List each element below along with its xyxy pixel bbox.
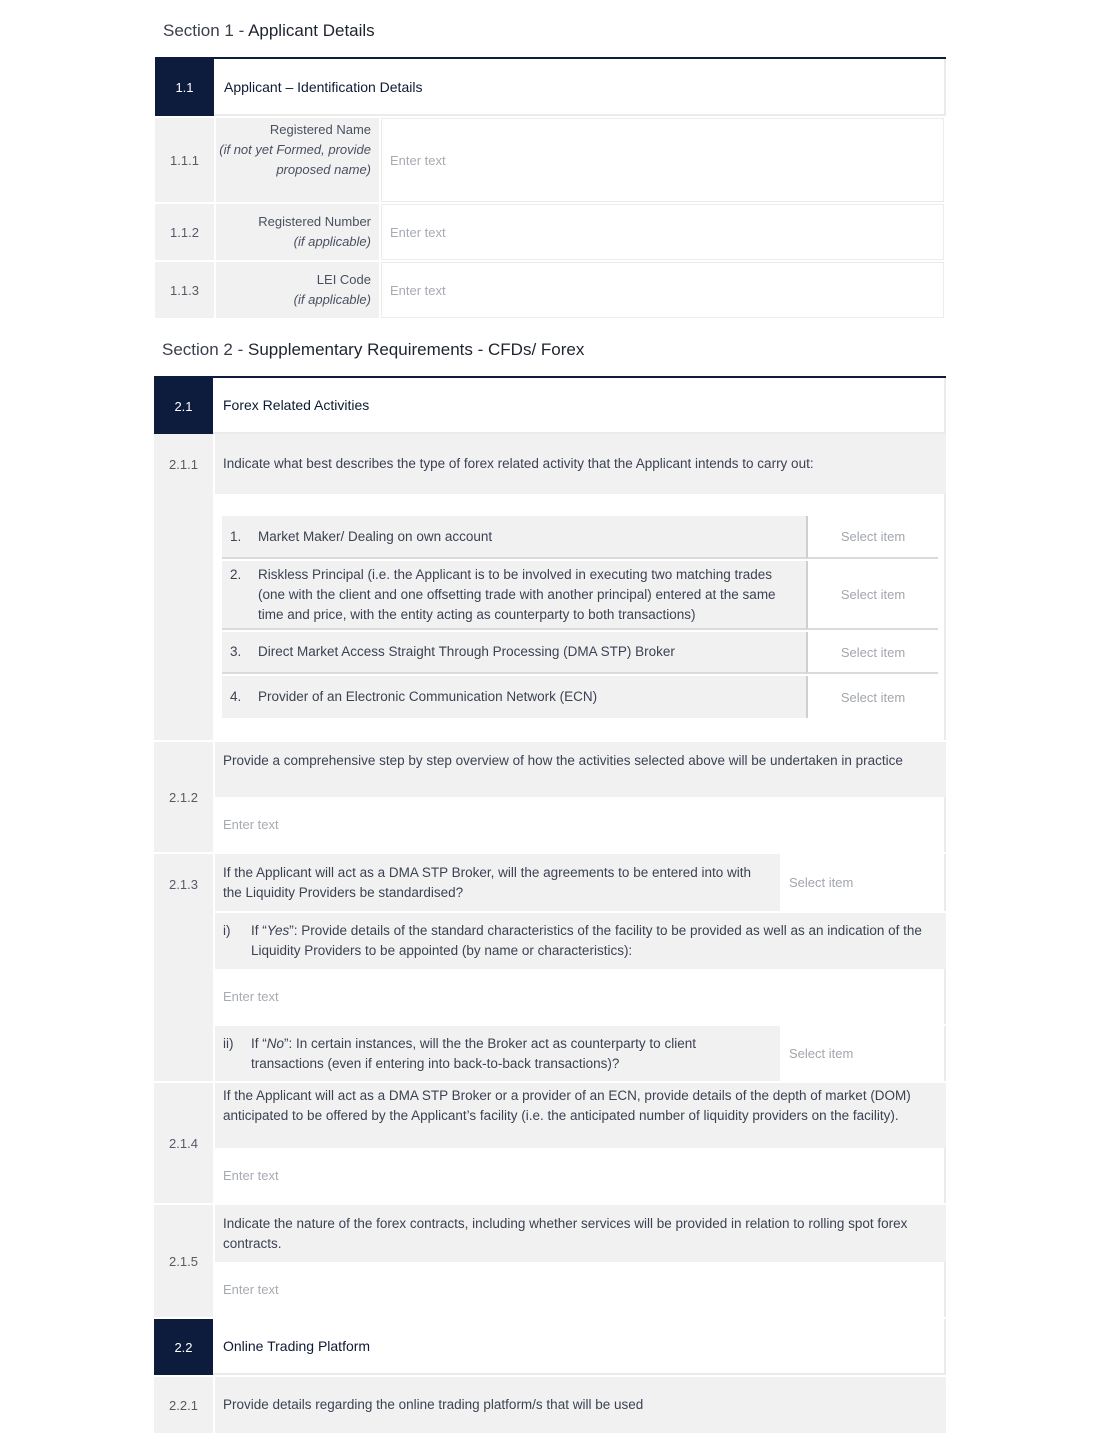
option-4-select[interactable]: Select item	[806, 676, 938, 718]
sub-question-ii-text: ”: In certain instances, will the the Broker act as counterparty to client transactions (even if entering into back-to-back transactions)?	[251, 1035, 696, 1071]
registered-name-label: Registered Name	[269, 122, 371, 137]
registered-number-note: (if applicable)	[293, 234, 371, 249]
standard-characteristics-input[interactable]: Enter text	[215, 969, 946, 1024]
option-4-text: Provider of an Electronic Communication Network (ECN)	[258, 689, 598, 704]
section-2-name: Supplementary Requirements - CFDs/ Forex	[248, 340, 585, 359]
section-2-title	[162, 340, 584, 360]
option-3-text: Direct Market Access Straight Through Processing (DMA STP) Broker	[258, 644, 675, 659]
row-2-1-2-number: 2.1.2	[154, 742, 213, 852]
registered-name-note: (if not yet Formed, provide proposed name)	[219, 142, 371, 177]
block-2-2-title: Online Trading Platform	[213, 1319, 946, 1375]
row-2-1-5-question: Indicate the nature of the forex contracts, including whether services will be provided in relation to rolling spot forex contracts.	[215, 1205, 946, 1262]
section-1-name: Applicant Details	[248, 21, 375, 40]
option-2-select[interactable]: Select item	[806, 561, 938, 630]
option-1-number: 1.	[230, 528, 242, 544]
row-1-1-3-number: 1.1.3	[155, 262, 214, 318]
option-1	[222, 516, 806, 559]
block-2-1-number: 2.1	[154, 378, 213, 434]
row-1-1-2-number: 1.1.2	[155, 204, 214, 260]
row-2-2-1-question: Provide details regarding the online trading platform/s that will be used	[215, 1377, 946, 1433]
row-1-1-3-label-cell	[216, 262, 379, 318]
row-2-1-2-question: Provide a comprehensive step by step overview of how the activities selected above will be undertaken in practice	[215, 742, 946, 797]
option-4	[222, 676, 806, 718]
option-3-number: 3.	[230, 644, 242, 659]
lei-code-label: LEI Code	[316, 272, 371, 287]
section-1-title	[163, 21, 375, 41]
row-2-1-5-number: 2.1.5	[154, 1205, 213, 1317]
dma-standardised-select[interactable]: Select item	[780, 854, 946, 911]
registered-number-label: Registered Number	[258, 214, 371, 229]
sub-question-i	[215, 913, 946, 969]
sub-question-i-yes: Yes	[266, 923, 290, 938]
sub-question-ii-number: ii)	[223, 1035, 234, 1051]
option-1-select[interactable]: Select item	[806, 516, 938, 559]
sub-question-i-pre: If “	[251, 923, 267, 938]
section-1-prefix: Section 1 -	[163, 21, 249, 40]
sub-question-ii-pre: If “	[251, 1035, 267, 1051]
row-1-1-1-number: 1.1.1	[155, 118, 214, 202]
option-2-text: Riskless Principal (i.e. the Applicant is to be involved in executing two matching trades (one with the client and one offsetting trade with another principal) entered at the same time and price, with the entity acting as counterparty to both transactions)	[258, 566, 776, 622]
block-2-1-title: Forex Related Activities	[213, 378, 946, 434]
lei-code-note: (if applicable)	[293, 292, 371, 307]
sub-question-i-number: i)	[223, 923, 231, 938]
row-2-1-4-question: If the Applicant will act as a DMA STP Broker or a provider of an ECN, provide details of the depth of market (DOM) anticipated to be offered by the Applicant’s facility (i.e. the anticipated number of liquidity providers on the facility).	[215, 1083, 946, 1148]
option-3	[222, 632, 806, 674]
row-2-1-1-question: Indicate what best describes the type of forex related activity that the Applicant intends to carry out:	[215, 434, 946, 494]
option-3-select[interactable]: Select item	[806, 632, 938, 674]
row-2-1-1-num-col	[154, 434, 213, 740]
row-2-1-3-number: 2.1.3	[169, 876, 198, 892]
row-2-1-4-number: 2.1.4	[154, 1083, 213, 1203]
block-1-1-title: Applicant – Identification Details	[214, 59, 946, 116]
overview-input[interactable]: Enter text	[215, 797, 946, 852]
row-2-1-3-question: If the Applicant will act as a DMA STP Broker, will the agreements to be entered into with the Liquidity Providers be standardised?	[215, 854, 780, 911]
row-2-2-1-number: 2.2.1	[154, 1377, 213, 1433]
option-4-number: 4.	[230, 689, 242, 704]
sub-question-i-text: ”: Provide details of the standard characteristics of the facility to be provided as well as an indication of the Liquidity Providers to be appointed (by name or characteristics):	[251, 923, 922, 958]
registered-name-input[interactable]: Enter text	[381, 118, 944, 202]
row-1-1-1-label-cell	[216, 118, 379, 202]
forex-contracts-input[interactable]: Enter text	[215, 1262, 946, 1317]
depth-of-market-input[interactable]: Enter text	[215, 1148, 946, 1203]
option-2-number: 2.	[230, 566, 242, 582]
block-2-2-number: 2.2	[154, 1319, 213, 1375]
row-1-1-2-label-cell	[216, 204, 379, 260]
registered-number-input[interactable]: Enter text	[381, 204, 944, 260]
option-2	[222, 561, 806, 630]
section-2-prefix: Section 2 -	[162, 340, 248, 359]
row-2-1-1-number: 2.1.1	[169, 456, 198, 472]
lei-code-input[interactable]: Enter text	[381, 262, 944, 318]
block-1-1-number: 1.1	[155, 59, 214, 116]
sub-question-ii-no: No	[266, 1035, 285, 1051]
option-1-text: Market Maker/ Dealing on own account	[258, 528, 493, 544]
counterparty-select[interactable]: Select item	[780, 1026, 946, 1081]
sub-question-ii	[215, 1026, 780, 1081]
